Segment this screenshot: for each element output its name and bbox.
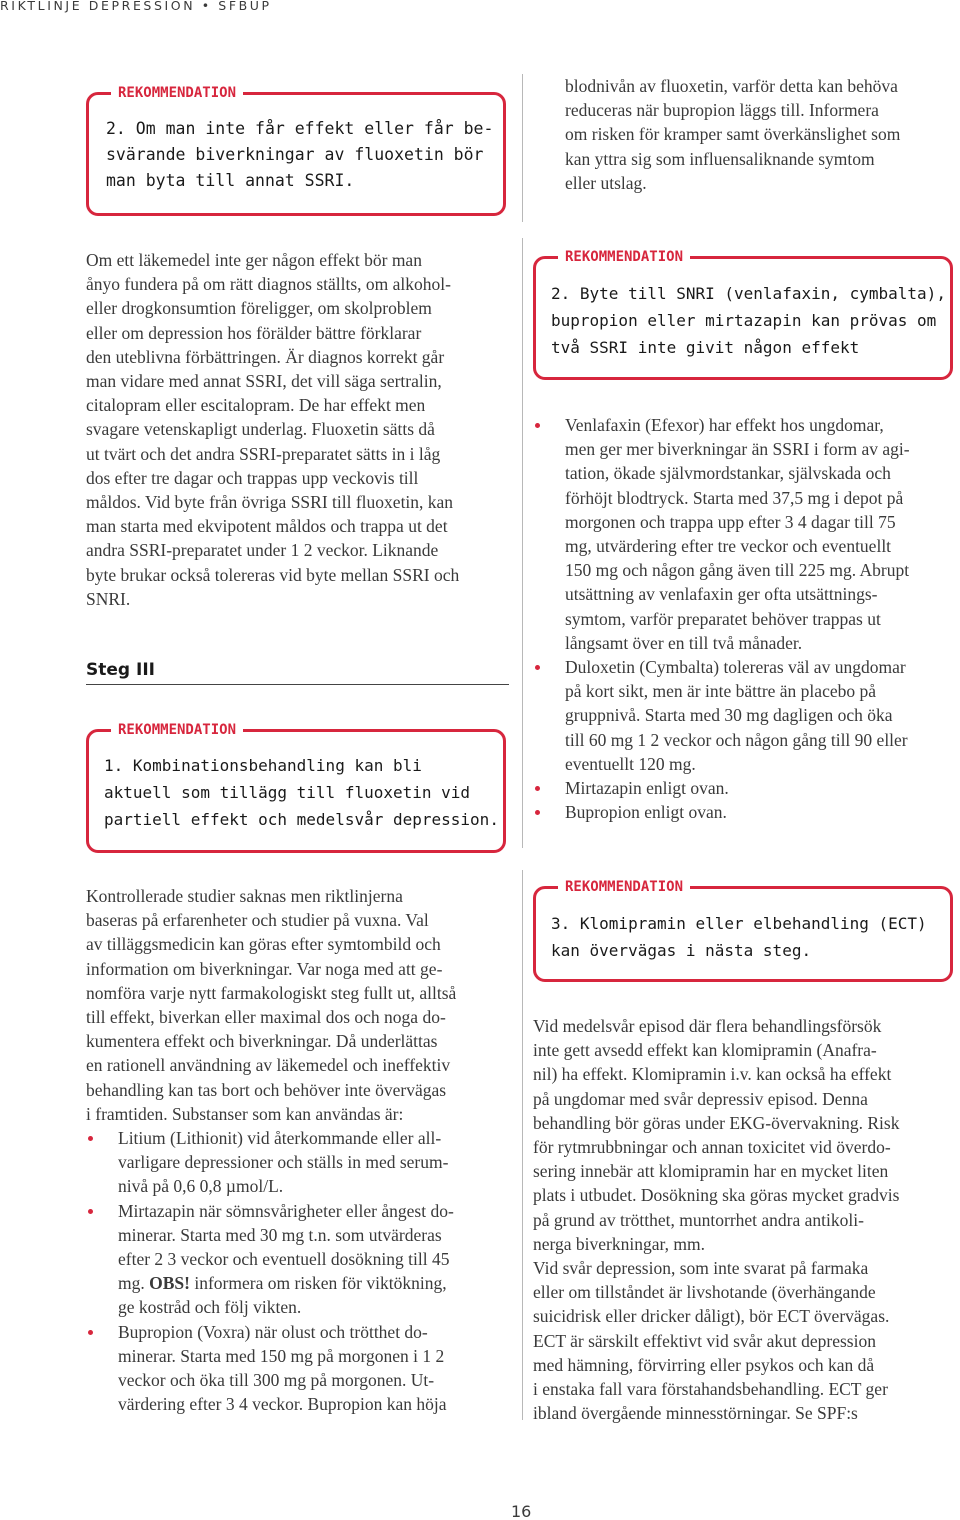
list-item-text: Duloxetin (Cymbalta) tolereras väl av ungdomar på kort sikt, men är inte bättre än placebo på gruppnivå. Starta med 30 mg dagligen och öka till 60 mg 1 2 veckor och någon gång till 90 eller eventuellt 120 mg. [565, 657, 908, 774]
section-heading-steg-iii: Steg III [86, 660, 155, 680]
recommendation-text: 2. Byte till SNRI (venlafaxin, cymbalta), bupropion eller mirtazapin kan prövas om två SSRI inte givit någon effekt [551, 284, 946, 357]
list-item [533, 800, 958, 824]
bullet-dot-icon [535, 665, 540, 670]
recommendation-text: 3. Klomipramin eller elbehandling (ECT) kan övervägas i nästa steg. [551, 914, 927, 960]
drug-bullet-list-right [533, 413, 958, 824]
section-heading-rule [86, 684, 509, 685]
paragraph-no-effect: Om ett läkemedel inte ger någon effekt bör man ånyo fundera på om rätt diagnos ställts, om alkohol- eller drogkonsumtion föreligger, om skolproblem eller om depression hos förälder bättre förklarar den uteblivna förbättringen. Är diagnos korrekt går man vidare med annat SSRI, det vill säga sertralin, citalopram eller escitalopram. De har effekt men svagare vetenskapligt underlag. Fluoxetin sätts då ut tvärt och det andra SSRI-preparatet sätts in i låg dos efter tre dagar och trappas upp veckovis till måldos. Vid byte från övriga SSRI till fluoxetin, kan man starta med ekvipotent måldos och trappa ut det andra SSRI-preparatet under 1 2 veckor. Liknande byte brukar också tolereras vid byte mellan SSRI och SNRI. [86, 250, 460, 609]
running-header: RIKTLINJE DEPRESSION • SFBUP [0, 0, 272, 13]
list-item [533, 776, 958, 800]
bullet-dot-icon [535, 786, 540, 791]
list-item [533, 413, 958, 655]
list-item [86, 1199, 516, 1320]
substance-bullet-list-left [86, 1126, 516, 1416]
list-item [86, 1126, 516, 1199]
list-item-text: Mirtazapin enligt ovan. [565, 778, 729, 799]
list-item-text: Bupropion (Voxra) när olust och trötthet do- minerar. Starta med 150 mg på morgonen i 1 2 veckor och öka till 300 mg på morgonen. Ut- värdering efter 3 4 veckor. Bupropion kan höja [118, 1321, 447, 1415]
recommendation-label: REKOMMENDATION [558, 878, 690, 896]
list-item [86, 1320, 516, 1417]
column-divider [522, 870, 523, 1420]
paragraph-bupropion-continued: blodnivån av fluoxetin, varför detta kan behöva reduceras när bupropion läggs till. Informera om risken för kramper samt överkänslighet som kan yttra sig som influensaliknande symtom eller utslag. [565, 76, 901, 193]
column-divider [522, 238, 523, 848]
bullet-dot-icon [88, 1209, 93, 1214]
recommendation-text: 2. Om man inte får effekt eller får be- svärande biverkningar av fluoxetin bör man byta till annat SSRI. [106, 119, 494, 190]
paragraph-controlled-studies: Kontrollerade studier saknas men riktlinjerna baseras på erfarenheter och studier på vuxna. Val av tilläggsmedicin kan göras efter symtombild och information om biverkningar. Var noga med att ge- nomföra varje nytt farmakologiskt steg fullt ut, alltså till effekt, biverkan eller maximal dos och noga do- kumentera effekt och biverkningar. Då underlättas en rationell användning av läkemedel och ineffektiv behandling kan tas bort och behöver inte övervägas i framtiden. Substanser som kan användas är: [86, 886, 457, 1124]
paragraph-klomipramin: Vid medelsvår episod där flera behandlingsförsök inte gett avsedd effekt kan klomipramin (Anafra- nil) ha effekt. Klomipramin i.v. kan också ha effekt på ungdomar med svår depressiv episod. Denna behandling bör göras under EKG-övervakning. Risk för rytmrubbningar och annan toxicitet vid överdo- sering innebär att klomipramin har en mycket liten plats i utbudet. Dosökning ska göras mycket gradvis på grund av trötthet, muntorrhet andra antikoli- nerga biverkningar, mm. [533, 1016, 900, 1254]
list-item-text: Bupropion enligt ovan. [565, 802, 727, 823]
page-number: 16 [511, 1502, 532, 1520]
bullet-dot-icon [88, 1330, 93, 1335]
recommendation-label: REKOMMENDATION [558, 248, 690, 266]
list-item-text: Litium (Lithionit) vid återkommande eller all- varligare depressioner och ställs in med serum- nivå på 0,6 0,8 µmol/L. [118, 1128, 449, 1197]
column-divider [522, 74, 523, 222]
recommendation-label: REKOMMENDATION [111, 721, 243, 739]
bullet-dot-icon [535, 423, 540, 428]
list-item-text: Mirtazapin när sömnsvårigheter eller ångest do- minerar. Starta med 30 mg t.n. som utvärderas efter 2 3 veckor och eventuell dosökning till 45 mg. [118, 1200, 454, 1294]
bullet-dot-icon [535, 810, 540, 815]
paragraph-ect: Vid svår depression, som inte svarat på farmaka eller om tillståndet är livshotande (överhängande suicidrisk eller dricker dåligt), bör ECT övervägas. ECT är särskilt effektivt vid svår akut depression med hämning, förvirring eller psykos och kan då i enstaka fall vara förstahandsbehandling. ECT ger ibland övergående minnesstörningar. Se SPF:s [533, 1258, 890, 1424]
warning-text: OBS! [149, 1273, 190, 1294]
list-item-text: informera om risken för viktökning, ge kostråd och följ vikten. [118, 1273, 447, 1318]
recommendation-text: 1. Kombinationsbehandling kan bli aktuell som tillägg till fluoxetin vid partiell effekt och medelsvår depression. [104, 756, 499, 829]
list-item-text: Venlafaxin (Efexor) har effekt hos ungdomar, men ger mer biverkningar än SSRI i form av agi- tation, ökade självmordstankar, självskada och förhöjt blodtryck. Starta med 37,5 mg i depot på morgonen och trappa upp efter 3 4 dagar till 75 mg, utvärdering efter tre veckor och eventuellt 150 mg och någon gång även till 225 mg. Abrupt utsättning av venlafaxin ger ofta utsättnings- symtom, varför preparatet behöver trappas ut långsamt över en till två månader. [565, 415, 910, 653]
recommendation-label: REKOMMENDATION [111, 84, 243, 102]
bullet-dot-icon [88, 1136, 93, 1141]
list-item [533, 655, 958, 776]
